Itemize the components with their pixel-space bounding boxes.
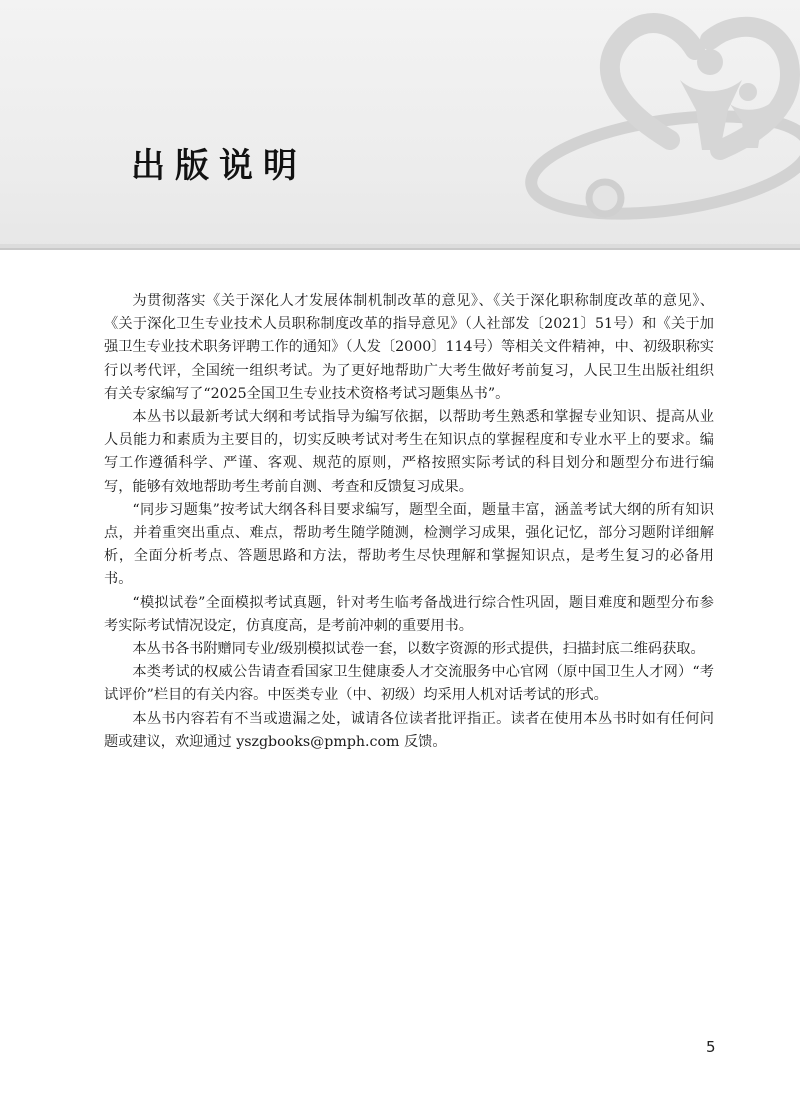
- page-number: 5: [706, 1038, 716, 1056]
- page-title: 出版说明: [131, 146, 307, 186]
- paragraph: “同步习题集”按考试大纲各科目要求编写，题型全面，题量丰富，涵盖考试大纲的所有知识点，并着重突出重点、难点，帮助考生随学随测，检测学习成果，强化记忆，部分习题附详细解析，全面分析考点、答题思路和方法，帮助考生尽快理解和掌握知识点，是考生复习的必备用书。: [104, 501, 714, 588]
- paragraph: 为贯彻落实《关于深化人才发展体制机制改革的意见》、《关于深化职称制度改革的意见》、《关于深化卫生专业技术人员职称制度改革的指导意见》（人社部发〔2021〕51号）和《关于加强卫生专业技术职务评聘工作的通知》（人发〔2000〕114号）等相关文件精神，中、初级职称实行以考代评，全国统一组织考试。为了更好地帮助广大考生做好考前复习，人民卫生出版社组织有关专家编写了“2025全国卫生专业技术资格考试习题集丛书”。: [104, 293, 714, 402]
- paragraph: 本类考试的权威公告请查看国家卫生健康委人才交流服务中心官网（原中国卫生人才网）“考试评价”栏目的有关内容。中医类专业（中、初级）均采用人机对话考试的形式。: [104, 664, 714, 704]
- body-text: [104, 290, 714, 754]
- heart-stethoscope-family-icon: [520, 0, 800, 248]
- paragraph: “模拟试卷”全面模拟考试真题，针对考生临考备战进行综合性巩固，题目难度和题型分布参考实际考试情况设定，仿真度高，是考前冲刺的重要用书。: [104, 594, 714, 634]
- paragraph: 本丛书内容若有不当或遗漏之处，诚请各位读者批评指正。读者在使用本丛书时如有任何问题或建议，欢迎通过 yszgbooks@pmph.com 反馈。: [104, 710, 714, 750]
- paragraph: 本丛书以最新考试大纲和考试指导为编写依据，以帮助考生熟悉和掌握专业知识、提高从业人员能力和素质为主要目的，切实反映考试对考生在知识点的掌握程度和专业水平上的要求。编写工作遵循科学、严谨、客观、规范的原则，严格按照实际考试的科目划分和题型分布进行编写，能够有效地帮助考生考前自测、考查和反馈复习成果。: [104, 409, 714, 495]
- paragraph: 本丛书各书附赠同专业/级别模拟试卷一套，以数字资源的形式提供，扫描封底二维码获取。: [132, 641, 705, 658]
